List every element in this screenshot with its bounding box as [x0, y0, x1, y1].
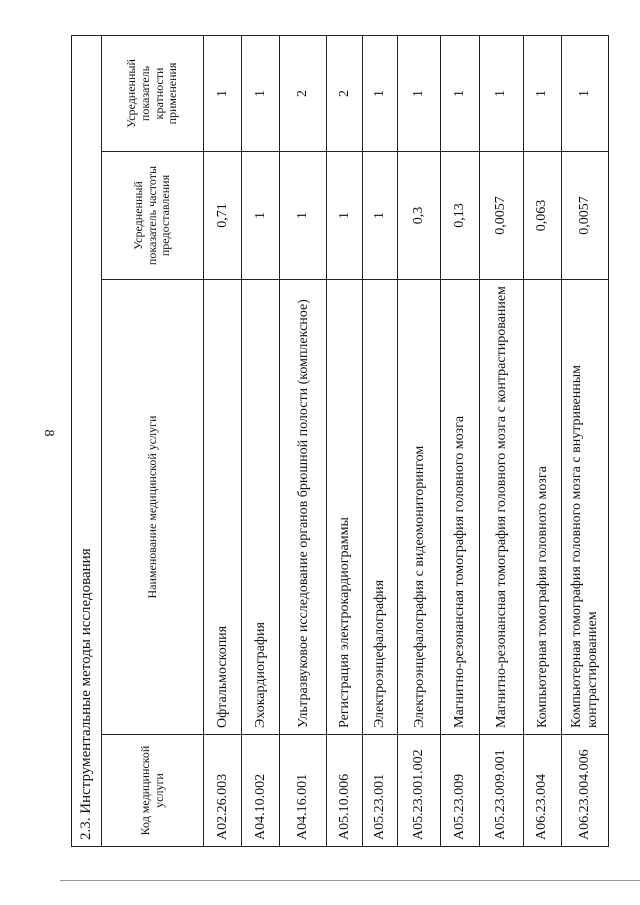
table-row	[561, 35, 608, 846]
cell-multiplicity: 1	[362, 35, 397, 151]
section-title: 2.3. Инструментальные методы исследования	[72, 35, 102, 846]
cell-frequency: 1	[362, 152, 397, 280]
cell-name: Ультразвуковое исследование органов брюшной полости (комплексное)	[280, 280, 327, 735]
table-row	[441, 35, 480, 846]
table-row	[362, 35, 397, 846]
table-row	[242, 35, 280, 846]
cell-multiplicity: 1	[204, 35, 242, 151]
cell-code: A06.23.004	[523, 735, 561, 847]
cell-multiplicity: 1	[398, 35, 441, 151]
cell-multiplicity: 1	[242, 35, 280, 151]
cell-frequency: 1	[280, 152, 327, 280]
header-multiplicity: Усредненный показатель кратности применения	[101, 35, 204, 151]
cell-code: A05.23.009	[441, 735, 480, 847]
services-table	[71, 35, 609, 847]
cell-code: A05.23.009.001	[480, 735, 524, 847]
page-edge-divider	[60, 880, 640, 881]
table-row	[480, 35, 524, 846]
cell-frequency: 0,13	[441, 152, 480, 280]
cell-frequency: 1	[242, 152, 280, 280]
table-row	[204, 35, 242, 846]
cell-frequency: 1	[327, 152, 362, 280]
cell-frequency: 0,0057	[480, 152, 524, 280]
cell-name: Регистрация электрокардиограммы	[327, 280, 362, 735]
cell-frequency: 0,0057	[561, 152, 608, 280]
cell-multiplicity: 2	[280, 35, 327, 151]
cell-frequency: 0,063	[523, 152, 561, 280]
cell-multiplicity: 1	[480, 35, 524, 151]
cell-code: A06.23.004.006	[561, 735, 608, 847]
cell-multiplicity: 1	[441, 35, 480, 151]
cell-name: Магнитно-резонансная томография головного мозга с контрастированием	[480, 280, 524, 735]
table-row	[398, 35, 441, 846]
cell-name: Офтальмоскопия	[204, 280, 242, 735]
cell-name: Электроэнцефалография с видеомониторингом	[398, 280, 441, 735]
section-title-row	[72, 35, 102, 846]
cell-code: A05.23.001	[362, 735, 397, 847]
cell-code: A05.23.001.002	[398, 735, 441, 847]
cell-frequency: 0,71	[204, 152, 242, 280]
rotated-table-container	[71, 36, 609, 847]
cell-name: Эхокардиография	[242, 280, 280, 735]
cell-frequency: 0,3	[398, 152, 441, 280]
cell-name: Магнитно-резонансная томография головного мозга	[441, 280, 480, 735]
table-row	[327, 35, 362, 846]
header-frequency: Усредненный показатель частоты предоставления	[101, 152, 204, 280]
table-row	[523, 35, 561, 846]
cell-name: Компьютерная томография головного мозга с внутривенным контрастированием	[561, 280, 608, 735]
header-code: Код медицинской услуги	[101, 735, 204, 847]
table-row	[280, 35, 327, 846]
cell-name: Электроэнцефалография	[362, 280, 397, 735]
header-name: Наименование медицинской услуги	[101, 280, 204, 735]
table-header-row	[101, 35, 204, 846]
cell-code: A04.16.001	[280, 735, 327, 847]
cell-code: A02.26.003	[204, 735, 242, 847]
page-number: 8	[41, 429, 56, 437]
cell-code: A04.10.002	[242, 735, 280, 847]
cell-code: A05.10.006	[327, 735, 362, 847]
cell-name: Компьютерная томография головного мозга	[523, 280, 561, 735]
cell-multiplicity: 2	[327, 35, 362, 151]
cell-multiplicity: 1	[561, 35, 608, 151]
cell-multiplicity: 1	[523, 35, 561, 151]
